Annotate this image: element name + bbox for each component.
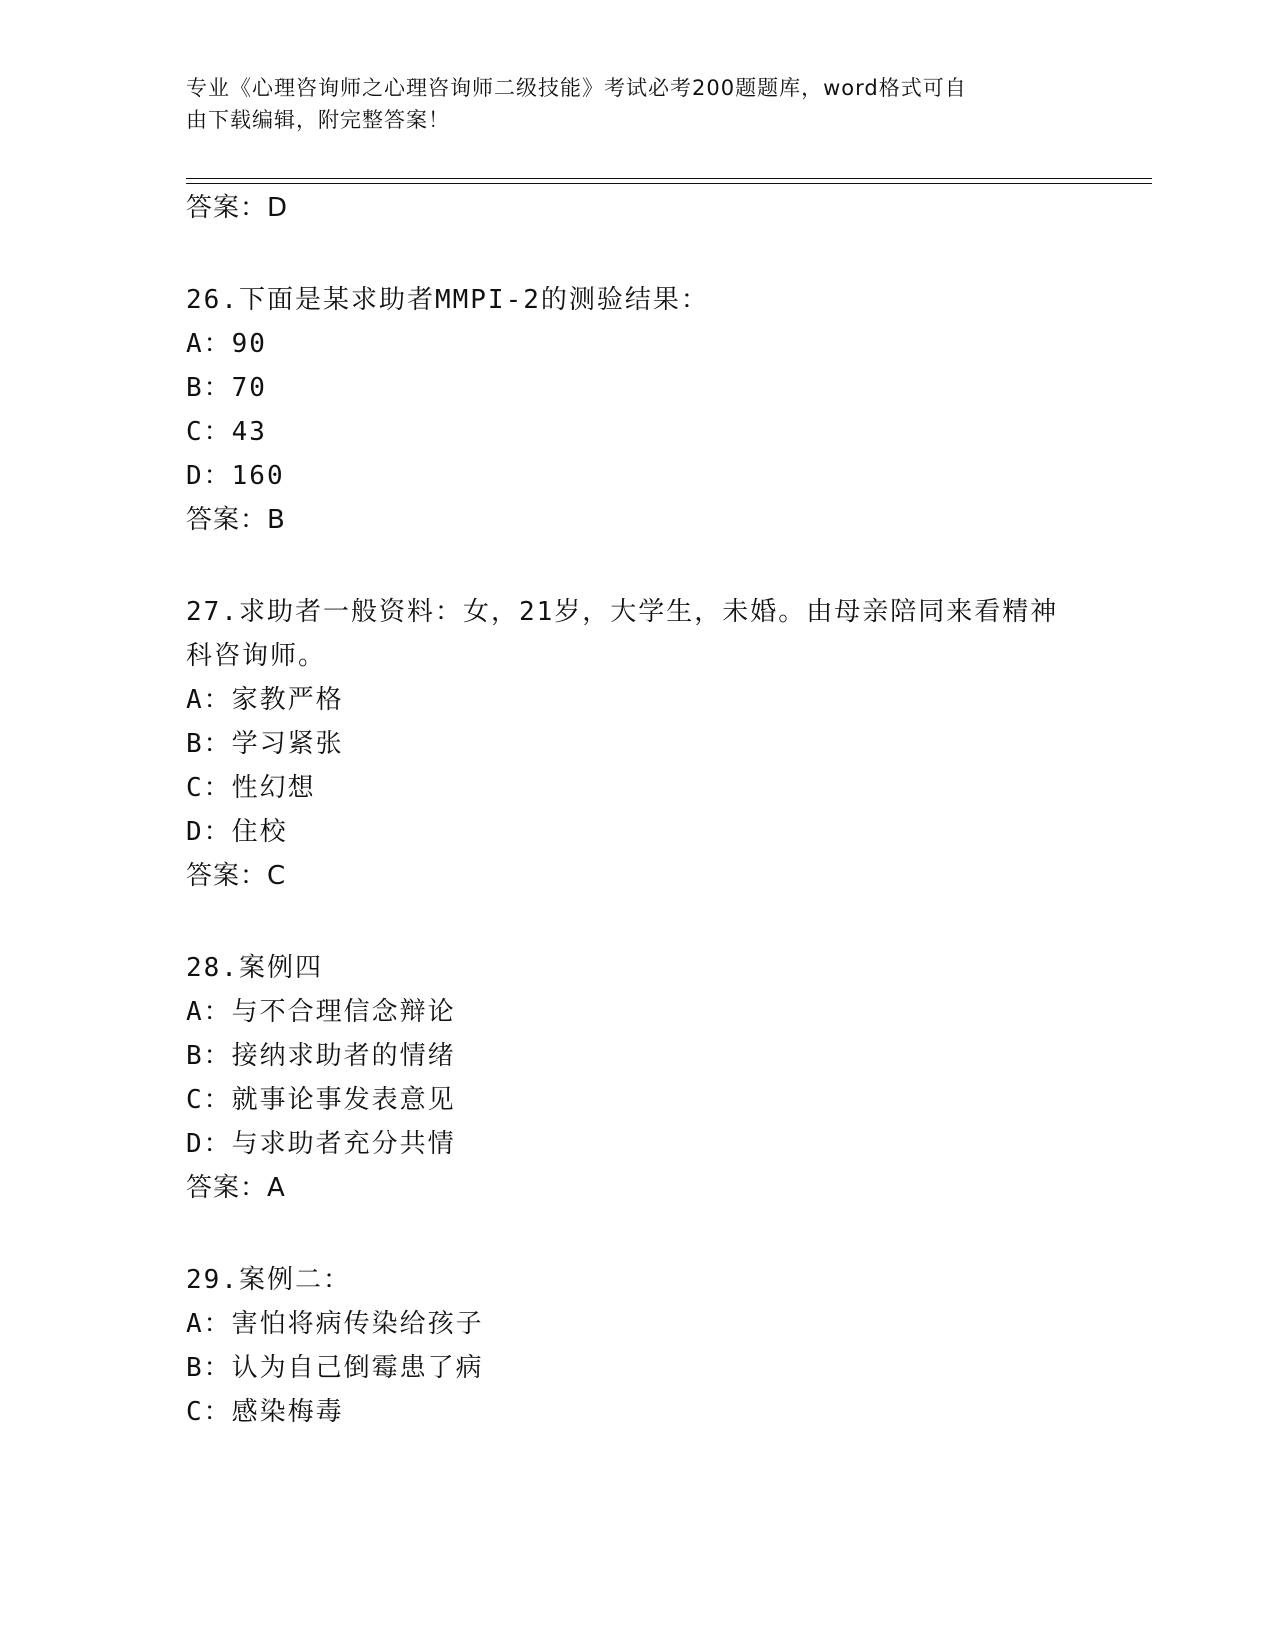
header-divider-top: [186, 178, 1152, 179]
header-divider-bottom: [186, 183, 1152, 184]
question-28-option-c: C：就事论事发表意见: [186, 1085, 456, 1115]
question-26-option-d: D：160: [186, 461, 285, 491]
answer-25: 答案：D: [186, 193, 289, 223]
question-26-option-c: C：43: [186, 417, 267, 447]
question-26-option-b: B：70: [186, 373, 267, 403]
question-27-text-line-2: 科咨询师。: [186, 641, 327, 671]
header-line-1: 专业《心理咨询师之心理咨询师二级技能》考试必考200题题库，word格式可自: [186, 76, 967, 100]
question-26-option-a: A：90: [186, 329, 267, 359]
question-27-option-c: C：性幻想: [186, 773, 316, 803]
question-28-option-d: D：与求助者充分共情: [186, 1129, 456, 1159]
question-29-text: 29.案例二：: [186, 1265, 351, 1295]
question-26-text: 26.下面是某求助者MMPI-2的测验结果：: [186, 285, 709, 315]
question-28-option-b: B：接纳求助者的情绪: [186, 1041, 456, 1071]
document-header: [186, 72, 1066, 136]
question-28-text: 28.案例四: [186, 953, 323, 983]
answer-26: 答案：B: [186, 505, 286, 535]
question-27-option-a: A：家教严格: [186, 685, 344, 715]
header-line-2: 由下载编辑，附完整答案！: [186, 108, 450, 132]
question-29-option-b: B：认为自己倒霉患了病: [186, 1353, 484, 1383]
question-27-option-b: B：学习紧张: [186, 729, 344, 759]
answer-27: 答案：C: [186, 861, 287, 891]
question-27-option-d: D：住校: [186, 817, 288, 847]
question-28-option-a: A：与不合理信念辩论: [186, 997, 456, 1027]
question-27-text-line-1: 27.求助者一般资料：女，21岁，大学生，未婚。由母亲陪同来看精神: [186, 597, 1059, 627]
question-29-option-a: A：害怕将病传染给孩子: [186, 1309, 484, 1339]
answer-28: 答案：A: [186, 1173, 286, 1203]
question-29-option-c: C：感染梅毒: [186, 1397, 344, 1427]
